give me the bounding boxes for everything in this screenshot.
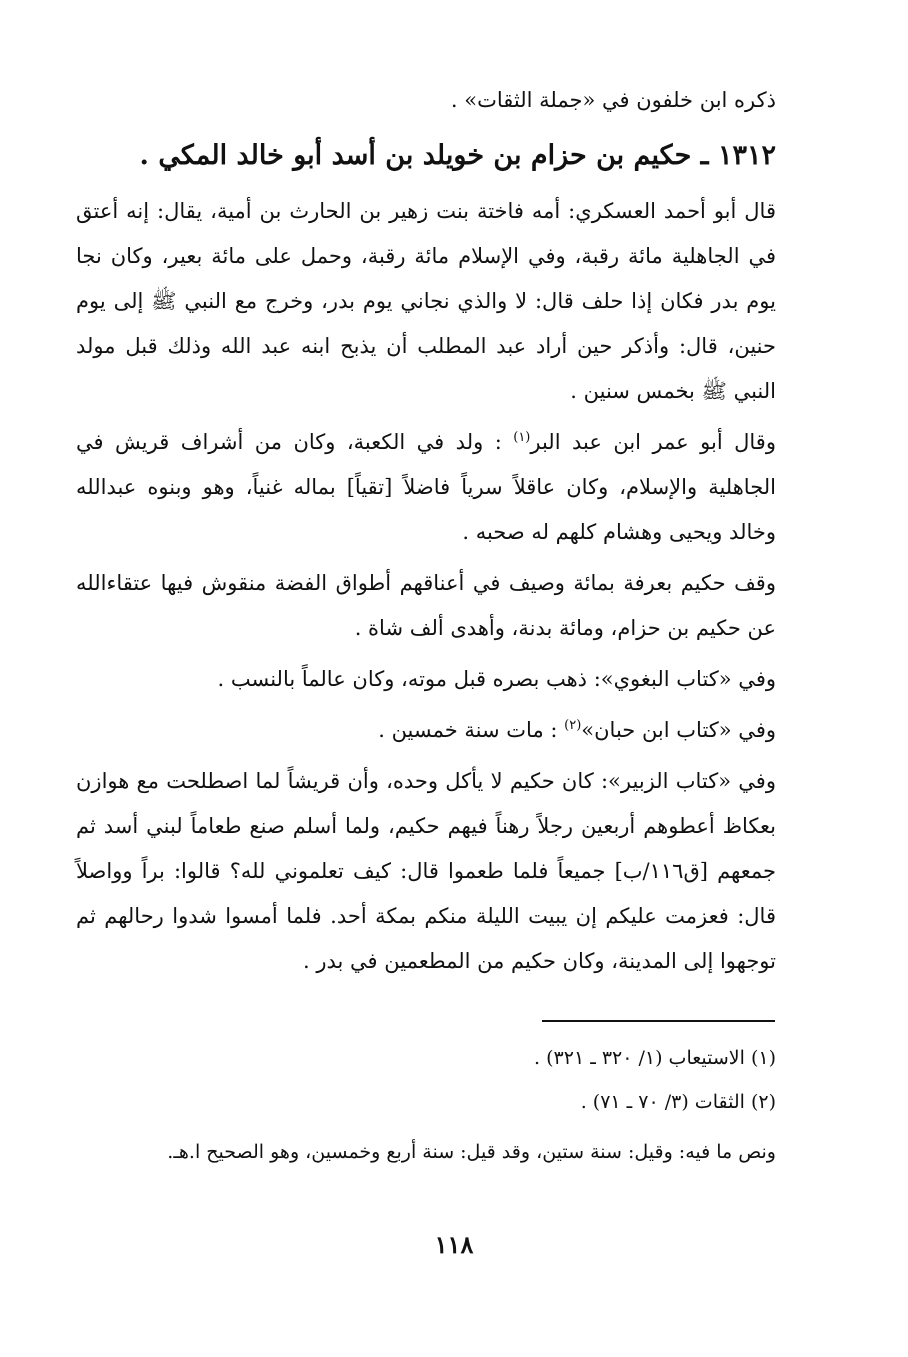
footnote-2: (٢) الثقات (٣/ ٧٠ ـ ٧١) .	[580, 1091, 776, 1113]
footnote-divider	[542, 1020, 775, 1022]
paragraph-zubayr: وفي «كتاب الزبير»: كان حكيم لا يأكل وحده، وأن قريشاً لما اصطلحت مع هوازن بعكاظ أعطوهم أربعين رجلاً رهناً فيهم حكيم، ولما أسلم صنع طعاماً لبني أسد ثم جمعهم [ق١١٦/ب] جميعاً فلما طعموا قال: كيف تعلموني لله؟ قالوا: براً وواصلاً قال: فعزمت عليكم إن يبيت الليلة منكم بمكة أحد. فلما أمسوا شدوا رحالهم ثم توجهوا إلى المدينة، وكان حكيم من المطعمين في بدر .	[76, 769, 776, 973]
paragraph-ibn-abd-al-barr	[76, 420, 776, 555]
footnote-ref-1: (١)	[513, 430, 531, 445]
paragraph-ibn-hibban	[76, 708, 776, 753]
paragraph-askari: قال أبو أحمد العسكري: أمه فاختة بنت زهير بن الحارث بن أمية، يقال: إنه أعتق في الجاهلية مائة رقبة، وفي الإسلام مائة رقبة، وحمل على مائة بعير، وكان نجا يوم بدر فكان إذا حلف قال: لا والذي نجاني يوم بدر، وخرج مع النبي ﷺ إلى يوم حنين، قال: وأذكر حين أراد عبد المطلب أن يذبح ابنه عبد الله وذلك قبل مولد النبي ﷺ بخمس سنين .	[76, 199, 776, 403]
footnote-ref-2: (٢)	[564, 718, 582, 733]
footnotes	[76, 1036, 776, 1174]
paragraph-text: : ولد في الكعبة، وكان من أشراف قريش في الجاهلية والإسلام، وكان عاقلاً سرياً فاضلاً [تقياً] بماله غنياً، وهو وبنوه عبدالله وخالد ويحيى وهشام كلهم له صحبه .	[76, 430, 776, 544]
paragraph-text: وقال أبو عمر ابن عبد البر	[530, 430, 776, 454]
paragraph-baghawi: وفي «كتاب البغوي»: ذهب بصره قبل موته، وكان عالماً بالنسب .	[217, 667, 776, 691]
paragraph-text: وفي «كتاب ابن حبان»	[581, 718, 776, 742]
paragraph-arafa: وقف حكيم بعرفة بمائة وصيف في أعناقهم أطواق الفضة منقوش فيها عتقاءالله عن حكيم بن حزام، ومائة بدنة، وأهدى ألف شاة .	[76, 571, 776, 640]
main-text	[76, 78, 776, 990]
footnote-2-continuation: ونص ما فيه: وقيل: سنة ستين، وقد قيل: سنة أربع وخمسين، وهو الصحيح ا.هـ.	[167, 1141, 776, 1163]
footnote-1: (١) الاستيعاب (١/ ٣٢٠ ـ ٣٢١) .	[534, 1047, 776, 1069]
intro-line: ذكره ابن خلفون في «جملة الثقات» .	[450, 88, 776, 112]
paragraph-text: : مات سنة خمسين .	[378, 718, 565, 742]
page-number: ١١٨	[434, 1230, 474, 1259]
entry-heading: ١٣١٢ ـ حكيم بن حزام بن خويلد بن أسد أبو خالد المكي .	[139, 140, 776, 171]
